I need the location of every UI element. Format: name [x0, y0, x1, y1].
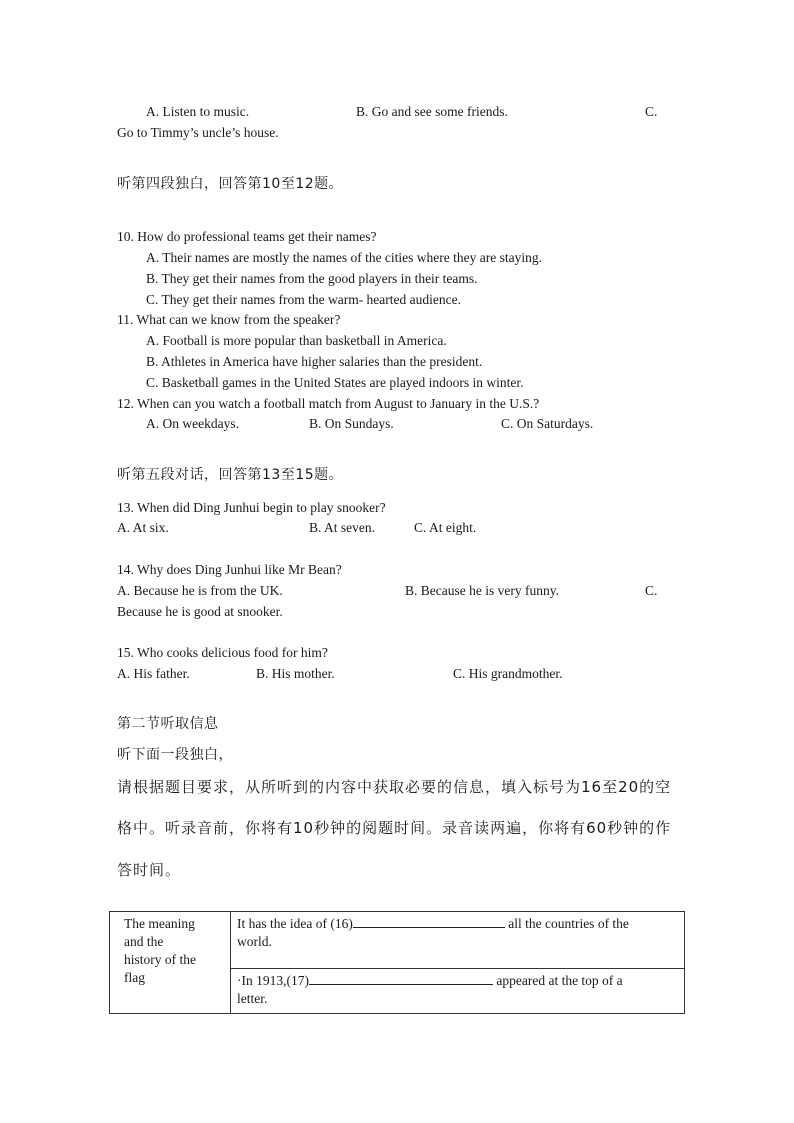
q11-option-b: B. Athletes in America have higher salaries than the president.: [146, 354, 483, 369]
q11-option-a: A. Football is more popular than basketball in America.: [146, 333, 447, 348]
instruction-line-3: 答时间。: [117, 861, 182, 879]
label-line: history of the: [124, 952, 196, 967]
row2-text-pre: ·In 1913,(17): [237, 973, 309, 988]
option-b: B. Go and see some friends.: [356, 104, 508, 119]
row2-text-cont: letter.: [237, 991, 268, 1006]
label-line: The meaning: [124, 916, 195, 931]
option-c: C.: [645, 104, 658, 119]
q13-option-a: A. At six.: [117, 520, 169, 535]
q14-option-c: C.: [645, 583, 658, 598]
question-12: 12. When can you watch a football match from August to January in the U.S.?: [117, 396, 540, 411]
q12-option-b: B. On Sundays.: [309, 416, 394, 431]
row1-text-post: all the countries of the: [504, 916, 629, 931]
part2-heading: 第二节听取信息: [117, 716, 219, 732]
question-14: 14. Why does Ding Junhui like Mr Bean?: [117, 562, 342, 577]
table-row: [110, 912, 685, 969]
q12-option-c: C. On Saturdays.: [501, 416, 594, 431]
row1-text-cont: world.: [237, 934, 272, 949]
row1-text-pre: It has the idea of (16): [237, 916, 353, 931]
instruction-line-2: 格中。听录音前，你将有10秒钟的阅题时间。录音读两遍，你将有60秒钟的作: [117, 819, 672, 837]
label-line: flag: [124, 970, 145, 985]
row1-cell: [231, 912, 685, 969]
option-c-continued: Go to Timmy’s uncle’s house.: [117, 125, 279, 140]
option-a: A. Listen to music.: [146, 104, 250, 119]
row2-cell: [231, 969, 685, 1014]
q10-option-b: B. They get their names from the good players in their teams.: [146, 271, 478, 286]
info-table: [109, 911, 685, 1014]
q15-option-c: C. His grandmother.: [453, 666, 563, 681]
q14-option-c-continued: Because he is good at snooker.: [117, 604, 283, 619]
q13-option-c: C. At eight.: [414, 520, 477, 535]
blank-17[interactable]: [309, 972, 493, 985]
q10-option-a: A. Their names are mostly the names of the cities where they are staying.: [146, 250, 542, 265]
q11-option-c: C. Basketball games in the United States are played indoors in winter.: [146, 375, 524, 390]
q15-option-a: A. His father.: [117, 666, 190, 681]
question-11: 11. What can we know from the speaker?: [117, 312, 341, 327]
question-10: 10. How do professional teams get their names?: [117, 229, 377, 244]
label-line: and the: [124, 934, 164, 949]
q14-option-a: A. Because he is from the UK.: [117, 583, 283, 598]
row2-text-post: appeared at the top of a: [492, 973, 623, 988]
q14-option-b: B. Because he is very funny.: [405, 583, 559, 598]
part2-intro: 听下面一段独白，: [117, 747, 233, 763]
question-13: 13. When did Ding Junhui begin to play snooker?: [117, 500, 386, 515]
instruction-line-1: 请根据题目要求，从所听到的内容中获取必要的信息，填入标号为16至20的空: [117, 778, 672, 796]
section5-heading: 听第五段对话，回答第13至15题。: [117, 467, 344, 483]
blank-16[interactable]: [353, 915, 505, 928]
q10-option-c: C. They get their names from the warm- hearted audience.: [146, 292, 462, 307]
flag-label-cell: [110, 912, 231, 1014]
q12-option-a: A. On weekdays.: [146, 416, 239, 431]
q13-option-b: B. At seven.: [309, 520, 375, 535]
q15-option-b: B. His mother.: [256, 666, 335, 681]
question-15: 15. Who cooks delicious food for him?: [117, 645, 328, 660]
section4-heading: 听第四段独白，回答第10至12题。: [117, 176, 344, 192]
